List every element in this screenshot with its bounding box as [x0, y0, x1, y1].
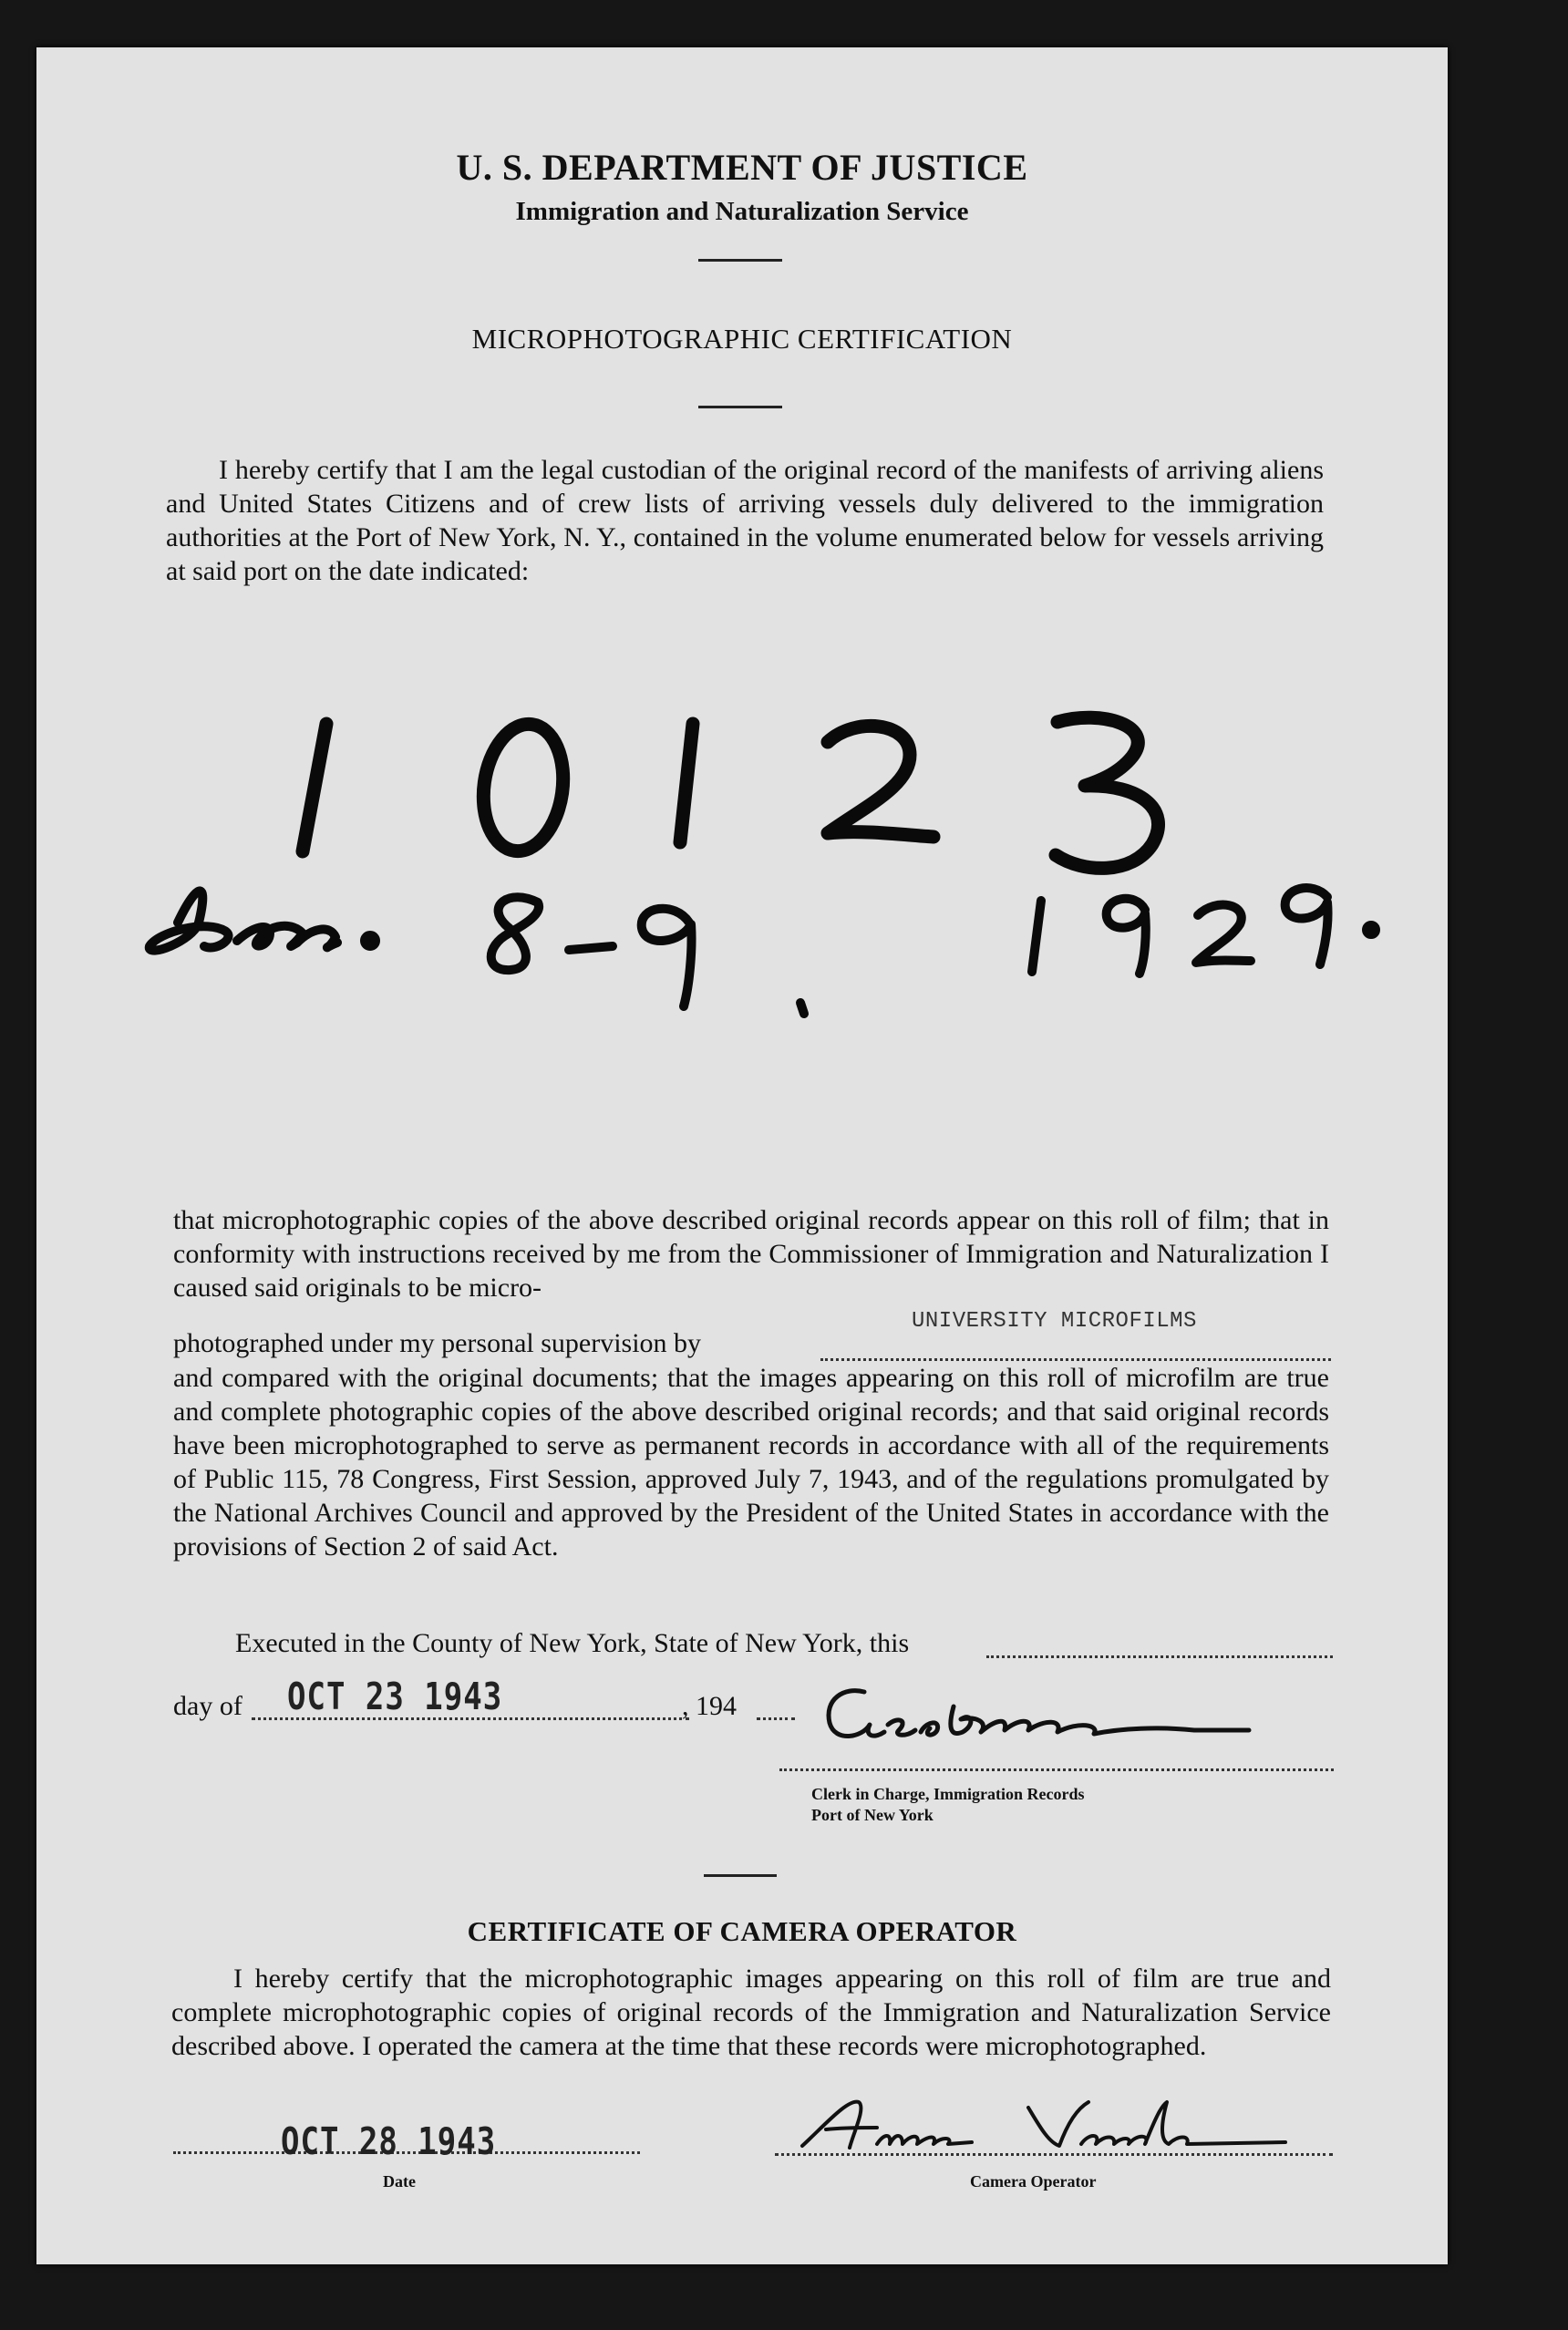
clerk-title: Clerk in Charge, Immigration Records	[811, 1785, 1085, 1803]
agency-heading: U. S. DEPARTMENT OF JUSTICE	[456, 147, 1028, 188]
executed-dotted-line	[986, 1655, 1333, 1658]
clerk-port: Port of New York	[811, 1806, 934, 1824]
custodian-statement: I hereby certify that I am the legal custodian of the original record of the manifests of arriving aliens and United States Citizens and of crew lists of arriving vessels duly delivered to the immigration authorities at the Port of New York, N. Y., contained in the volume enumerated below for vessels arriving at said port on the date indicated:	[166, 455, 1324, 586]
handwritten-digit	[1285, 888, 1328, 964]
camera-operator-signature	[775, 2089, 1340, 2162]
camera-certificate-text: I hereby certify that the microphotographic images appearing on this roll of film are true and complete microphotographic copies of original records of the Immigration and Naturalization Service described above. I operated the camera at the time that these records were microphotographed.	[171, 1964, 1331, 2061]
handwritten-digit	[303, 724, 326, 851]
handwritten-digit	[1196, 905, 1251, 963]
divider-rule	[698, 406, 782, 408]
handwritten-digit	[680, 724, 693, 842]
day-of-label: day of	[173, 1691, 242, 1721]
handwritten-digit	[642, 909, 692, 1006]
handwritten-period	[1367, 925, 1376, 934]
service-subheading: Immigration and Naturalization Service	[515, 197, 969, 226]
clerk-date-stamp: OCT 23 1943	[287, 1675, 503, 1719]
handwritten-digit	[1032, 901, 1041, 972]
handwritten-entry	[91, 649, 1404, 1041]
divider-rule	[698, 259, 782, 262]
handwritten-comma	[800, 1003, 804, 1014]
certificate-page	[36, 47, 1448, 2264]
handwritten-digit	[476, 719, 572, 857]
handwritten-period	[365, 935, 376, 946]
camera-operator-label: Camera Operator	[970, 2172, 1097, 2191]
operator-date-stamp: OCT 28 1943	[281, 2120, 497, 2164]
handwritten-digit	[1107, 899, 1146, 974]
handwritten-digit	[828, 726, 934, 837]
handwritten-dash	[569, 946, 613, 950]
date-label: Date	[383, 2172, 416, 2191]
camera-certificate-title: CERTIFICATE OF CAMERA OPERATOR	[467, 1915, 1017, 1947]
year-prefix: , 194	[682, 1691, 737, 1721]
executed-line: Executed in the County of New York, State of New York, this	[235, 1628, 910, 1658]
divider-rule	[704, 1874, 777, 1877]
handwritten-digit	[491, 897, 539, 970]
clerk-signature-dotted-line	[779, 1768, 1334, 1771]
typed-company-name: UNIVERSITY MICROFILMS	[912, 1309, 1197, 1334]
certification-title: MICROPHOTOGRAPHIC CERTIFICATION	[471, 323, 1013, 355]
year-dotted-line	[757, 1717, 795, 1720]
certification-body-line1: that microphotographic copies of the above described original records appear on this roll of film; that in conformity with instructions received by me from the Commissioner of Immigration and Naturalization I caused said originals to be micro-	[173, 1205, 1329, 1303]
handwritten-letter	[150, 891, 229, 950]
certification-body-rest: and compared with the original documents; that the images appearing on this roll of microfilm are true and complete photographic copies of the above described original records; and that said original records have been microphotographed to serve as permanent records in accordance with all of the requirements of Public 115, 78 Congress, First Session, approved July 7, 1943, and of the regulations promulgated by the National Archives Council and approved by the President of the United States in accordance with the provisions of Section 2 of said Act.	[173, 1363, 1329, 1562]
operator-signature-dotted-line	[775, 2153, 1333, 2156]
handwritten-digit	[1056, 717, 1159, 868]
clerk-signature	[793, 1679, 1340, 1761]
supervision-clause: photographed under my personal supervision by	[173, 1328, 702, 1358]
handwritten-letter	[237, 926, 337, 948]
